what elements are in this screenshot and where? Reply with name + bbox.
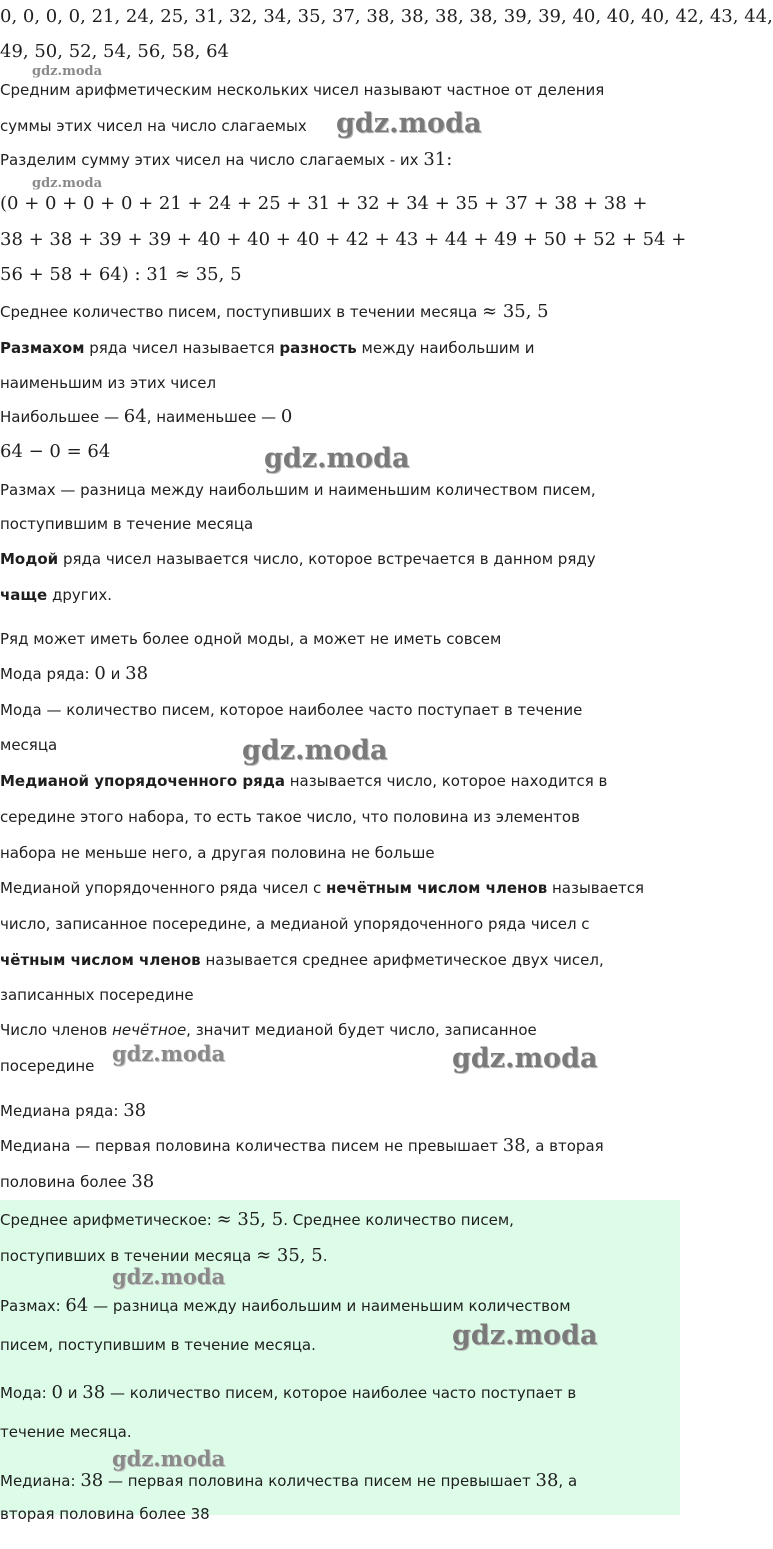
answer-mean-line-1: Среднее арифметическое: ≈ 35, 5. Среднее количество писем, [0,1209,514,1230]
watermark: gdz.moda [32,64,103,79]
median-rule-line-1: Медианой упорядоченного ряда чисел с нечётным числом членов называется [0,879,645,897]
mode-note-text: Ряд может иметь более одной моды, а может не иметь совсем [0,630,502,648]
median-definition-line-3: набора не меньше него, а другая половина не больше [0,844,435,862]
watermark: gdz.moda [112,1041,226,1066]
sum-formula-line-3: 56 + 58 + 64) : 31 ≈ 35, 5 [0,264,242,285]
median-rule-line-2: число, записанное посередине, а медианой упорядоченного ряда чисел с [0,915,590,933]
median-meaning-line-1: Медиана — первая половина количества писем не превышает 38, а вторая [0,1135,604,1156]
range-meaning-line-2: поступившим в течение месяца [0,515,254,533]
median-rule-line-3: чётным числом членов называется среднее арифметическое двух чисел, [0,951,604,969]
watermark: gdz.moda [336,108,482,139]
watermark: gdz.moda [242,735,388,766]
divide-sum-text: Разделим сумму этих чисел на число слагаемых - их 31: [0,149,453,170]
median-definition-line-2: середине этого набора, то есть такое число, что половина из элементов [0,808,580,826]
watermark: gdz.moda [452,1043,598,1074]
answer-mode-line-1: Мода: 0 и 38 — количество писем, которое наиболее часто поступает в [0,1382,577,1403]
sum-formula-line-2: 38 + 38 + 39 + 39 + 40 + 40 + 40 + 42 + 43 + 44 + 49 + 50 + 52 + 54 + [0,229,687,250]
number-series-line-2: 49, 50, 52, 54, 56, 58, 64 [0,41,229,62]
answer-range-line-1: Размах: 64 — разница между наибольшим и наименьшим количеством [0,1295,571,1316]
mode-meaning-line-2: месяца [0,736,58,754]
answer-median-line-1: Медиана: 38 — первая половина количества писем не превышает 38, а [0,1470,578,1491]
watermark: gdz.moda [452,1320,598,1351]
range-definition-line-1: Размахом ряда чисел называется разность между наибольшим и [0,339,535,357]
range-meaning-line-1: Размах — разница между наибольшим и наименьшим количеством писем, [0,481,596,499]
average-letters-text: Среднее количество писем, поступивших в течении месяца ≈ 35, 5 [0,301,549,322]
median-rule-line-4: записанных посередине [0,986,194,1004]
odd-count-line-1: Число членов нечётное, значит медианой будет число, записанное [0,1021,537,1039]
watermark: gdz.moda [112,1446,226,1471]
answer-block [0,1200,680,1523]
series-mode-text: Мода ряда: 0 и 38 [0,663,149,684]
mean-definition-line-1: Средним арифметическим нескольких чисел называют частное от деления [0,81,605,99]
range-formula: 64 − 0 = 64 [0,441,111,462]
watermark: gdz.moda [112,1264,226,1289]
answer-mean-line-2: поступивших в течении месяца ≈ 35, 5. [0,1245,328,1266]
mean-definition-line-2: суммы этих чисел на число слагаемых [0,117,307,135]
median-meaning-line-2: половина более 38 [0,1171,155,1192]
answer-range-line-2: писем, поступившим в течение месяца. [0,1336,316,1354]
answer-mode-line-2: течение месяца. [0,1423,132,1441]
answer-median-line-2: вторая половина более 38 [0,1505,210,1523]
odd-count-line-2: посередине [0,1057,95,1075]
series-median-text: Медиана ряда: 38 [0,1100,147,1121]
mode-meaning-line-1: Мода — количество писем, которое наиболее часто поступает в течение [0,701,583,719]
watermark: gdz.moda [264,443,410,474]
max-min-text: Наибольшее — 64, наименьшее — 0 [0,406,293,427]
range-definition-line-2: наименьшим из этих чисел [0,374,217,392]
watermark: gdz.moda [32,176,103,191]
median-definition-line-1: Медианой упорядоченного ряда называется число, которое находится в [0,772,608,790]
mode-definition-line-1: Модой ряда чисел называется число, которое встречается в данном ряду [0,550,596,568]
number-series-line-1: 0, 0, 0, 0, 21, 24, 25, 31, 32, 34, 35, 37, 38, 38, 38, 38, 39, 39, 40, 40, 40, 42, 43, 44, [0,6,773,27]
sum-formula-line-1: (0 + 0 + 0 + 0 + 21 + 24 + 25 + 31 + 32 + 34 + 35 + 37 + 38 + 38 + [0,193,648,214]
mode-definition-line-2: чаще других. [0,586,112,604]
